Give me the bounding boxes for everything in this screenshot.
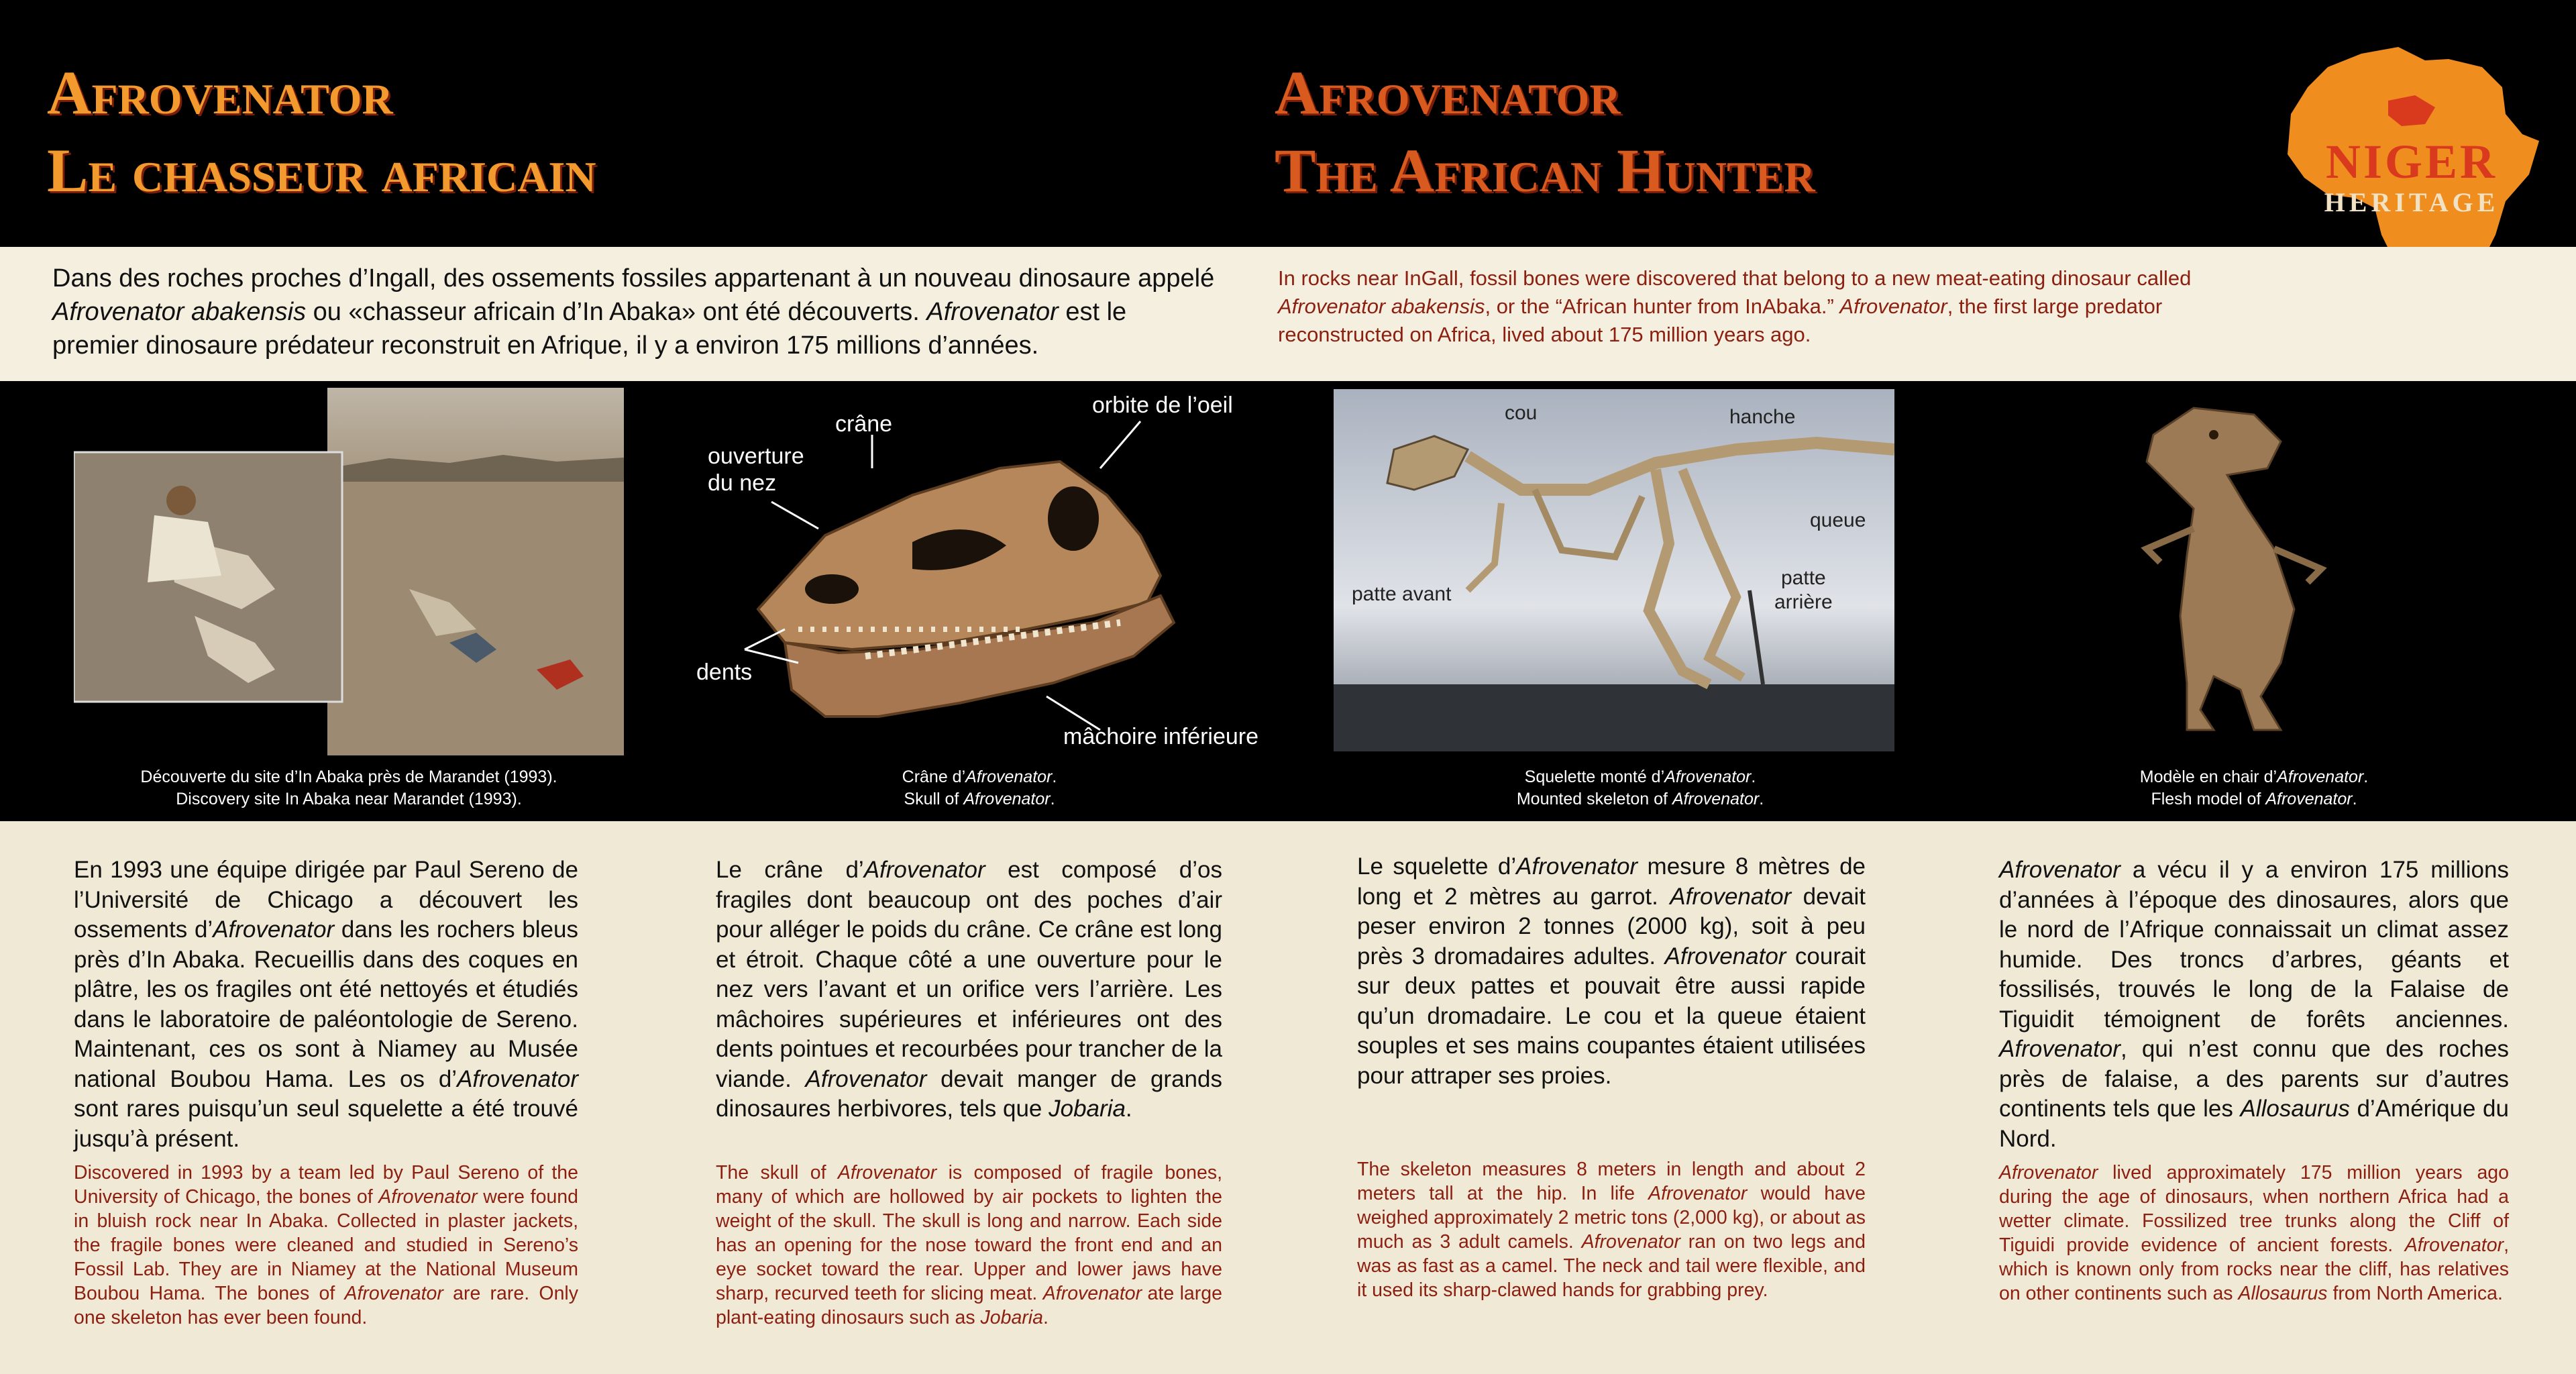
body-text: dans les rochers bleus près d’In Abaka. Recueillis dans des coques en plâtre, les os fragiles ont été nettoyés et étudiés dans le laboratoire de paléontologie de Sereno. Maintenant, ces os sont à Niamey au Musée national Boubou Hama. Les os d’	[74, 916, 578, 1092]
body-genus: Allosaurus	[2240, 1096, 2350, 1122]
title-english-line2: The African Hunter	[1275, 136, 1815, 205]
body-text: mesure 8 mètres de long et 2 mètres au garrot.	[1357, 853, 1866, 910]
intro-french	[52, 262, 1220, 362]
caption-text: .	[1050, 790, 1055, 808]
body-text: , which is known only from rocks near the cliff, has relatives on other continents such as	[1999, 1234, 2509, 1304]
skeleton-label-patte-avant: patte avant	[1352, 583, 1452, 605]
skull-label-ouverture-line2: du nez	[708, 470, 777, 496]
intro-en-text: , the first large predator reconstructed on Africa, lived about 175 million years ago.	[1278, 295, 2163, 346]
body-genus: Afrovenator	[1999, 857, 2121, 883]
intro-en-text: In rocks near InGall, fossil bones were discovered that belong to a new meat-eating dinosaur called	[1278, 266, 2192, 290]
body-genus: Afrovenator	[1999, 1036, 2121, 1062]
column-skull-french	[716, 855, 1222, 1124]
caption-genus: Afrovenator	[963, 790, 1051, 808]
caption-genus: Afrovenator	[2277, 768, 2364, 786]
intro-fr-text: Dans des roches proches d’Ingall, des ossements fossiles appartenant à un nouveau dinosaure appelé	[52, 264, 1215, 293]
caption-discovery-site	[47, 766, 651, 810]
body-genus: Jobaria	[1049, 1096, 1126, 1122]
body-text: ran on two legs and was as fast as a camel. The neck and tail were flexible, and it used its sharp-clawed hands for grabbing prey.	[1357, 1231, 1866, 1301]
caption-en	[1338, 788, 1942, 810]
logo-heritage-text: HERITAGE	[2324, 187, 2500, 217]
caption-fr	[1338, 766, 1942, 788]
caption-text: .	[1759, 790, 1764, 808]
skull-label-crane: crâne	[835, 411, 893, 437]
column-skeleton-english	[1357, 1157, 1866, 1302]
caption-en: Discovery site In Abaka near Marandet (1993).	[176, 790, 522, 808]
caption-skull	[678, 766, 1281, 810]
header-band	[0, 0, 2576, 247]
caption-text: .	[2352, 790, 2357, 808]
caption-fr: Découverte du site d’In Abaka près de Marandet (1993).	[140, 768, 557, 786]
body-text: .	[1125, 1096, 1132, 1122]
skeleton-label-patte-arriere	[1774, 566, 1833, 615]
skeleton-label-patte-arriere-line2: arrière	[1774, 591, 1833, 613]
body-text: is composed of fragile bones, many of which are hollowed by air pockets to lighten the weight of the skull. The skull is long and narrow. Each side has an opening for the nose toward the front end and an eye socket toward the rear. Upper and lower jaws have sharp, recurved teeth for slicing meat.	[716, 1162, 1222, 1304]
body-text: Discovered in 1993 by a team led by Paul Sereno of the University of Chicago, the bones of	[74, 1162, 578, 1208]
caption-fr	[678, 766, 1281, 788]
body-genus: Afrovenator	[805, 1065, 927, 1092]
column-discovery-english	[74, 1161, 578, 1330]
body-genus: Afrovenator	[344, 1283, 443, 1304]
caption-text: .	[2363, 768, 2369, 786]
caption-genus: Afrovenator	[1672, 790, 1760, 808]
skeleton-label-cou: cou	[1505, 402, 1538, 424]
intro-fr-species: Afrovenator abakensis	[52, 298, 307, 326]
body-genus: Afrovenator	[837, 1162, 937, 1183]
body-text: Le squelette d’	[1357, 853, 1517, 880]
intro-en-genus: Afrovenator	[1839, 295, 1947, 318]
title-french	[47, 54, 596, 209]
skeleton-label-hanche: hanche	[1729, 406, 1796, 428]
body-text: The skeleton measures 8 meters in length and about 2 meters tall at the hip. In life	[1357, 1159, 1866, 1204]
title-french-line1: Afrovenator	[47, 58, 393, 127]
body-text: sont rares puisqu’un seul squelette a été trouvé jusqu’à présent.	[74, 1096, 578, 1152]
caption-text: Flesh model of	[2151, 790, 2266, 808]
title-english-line1: Afrovenator	[1275, 58, 1621, 127]
body-genus: Jobaria	[980, 1307, 1043, 1328]
caption-genus: Afrovenator	[2265, 790, 2353, 808]
body-genus: Afrovenator	[213, 916, 335, 943]
caption-model	[1952, 766, 2556, 810]
body-genus: Afrovenator	[1581, 1231, 1680, 1253]
body-text: d’Amérique du Nord.	[1999, 1096, 2509, 1152]
caption-en	[678, 788, 1281, 810]
caption-text: Crâne d’	[902, 768, 966, 786]
skull-label-ouverture-line1: ouverture	[708, 443, 804, 469]
photo-band	[0, 381, 2576, 821]
skull-label-machoire: mâchoire inférieure	[1063, 724, 1259, 749]
skeleton-label-patte-arriere-line1: patte	[1780, 567, 1826, 589]
body-text: devait manger de grands dinosaures herbivores, tels que	[716, 1065, 1222, 1122]
skull-label-orbite: orbite de l’oeil	[1092, 392, 1233, 418]
intro-band	[0, 247, 2576, 381]
body-genus: Afrovenator	[457, 1065, 578, 1092]
column-ancient-forest-english	[1999, 1161, 2509, 1306]
caption-genus: Afrovenator	[965, 768, 1053, 786]
body-text: were found in bluish rock near In Abaka. Collected in plaster jackets, the fragile bones were cleaned and studied in Sereno’s Fossil Lab. They are in Niamey at the National Museum Boubou Hama. The bones of	[74, 1186, 578, 1304]
body-text: from North America.	[2327, 1283, 2503, 1304]
intro-en-text: , or the “African hunter from InAbaka.”	[1485, 295, 1840, 318]
column-ancient-forest-french	[1999, 855, 2509, 1154]
title-french-line2: Le chasseur africain	[47, 136, 596, 205]
caption-text: Skull of	[904, 790, 964, 808]
skull-label-dents: dents	[696, 659, 753, 685]
caption-text: .	[1052, 768, 1057, 786]
body-text: a vécu il y a environ 175 millions d’années à l’époque des dinosaures, alors que le nord de l’Afrique connaissait un climat assez humide. Des troncs d’arbres, géants et fossilisés, trouvés le long de la Falaise de Tiguidit témoignent de forêts anciennes.	[1999, 857, 2509, 1033]
caption-skeleton	[1338, 766, 1942, 810]
body-text: courait sur deux pattes et pouvait être aussi rapide qu’un dromadaire. Le cou et la queue étaient souples et ses mains coupantes étaient utilisées pour attraper ses proies.	[1357, 943, 1866, 1089]
logo-niger-text: NIGER	[2325, 135, 2498, 189]
flesh-model-photo	[2127, 394, 2355, 750]
body-text: est composé d’os fragiles dont beaucoup ont des poches d’air pour alléger le poids du crâne. Ce crâne est long et étroit. Chaque côté a une ouverture pour le nez vers l’avant et un orifice vers l’arrière. Les mâchoires supérieures et inférieures ont des dents pointues et recourbées pour trancher de la viande.	[716, 857, 1223, 1092]
title-english	[1275, 54, 1815, 209]
intro-fr-text: ou «chasseur africain d’In Abaka» ont été découverts.	[306, 298, 927, 326]
caption-text: .	[1751, 768, 1756, 786]
body-text: En 1993 une équipe dirigée par Paul Sereno de l’Université de Chicago a découvert les ossements d’	[74, 857, 578, 943]
intro-en-species: Afrovenator abakensis	[1278, 295, 1485, 318]
body-genus: Afrovenator	[1042, 1283, 1142, 1304]
caption-en	[1952, 788, 2556, 810]
caption-text: Modèle en chair d’	[2139, 768, 2277, 786]
body-text: , qui n’est connu que des roches près de falaise, a des parents sur d’autres continents tels que les	[1999, 1036, 2509, 1122]
body-genus: Afrovenator	[1999, 1162, 2098, 1183]
caption-text: Squelette monté d’	[1524, 768, 1665, 786]
intro-fr-text: est le premier dinosaure prédateur reconstruit en Afrique, il y a environ 175 millions d’années.	[52, 298, 1127, 360]
body-genus: Afrovenator	[863, 857, 985, 883]
column-skull-english	[716, 1161, 1222, 1330]
skull-leader-lines	[671, 381, 1275, 757]
body-text: ate large plant-eating dinosaurs such as	[716, 1283, 1222, 1328]
body-genus: Allosaurus	[2238, 1283, 2328, 1304]
skeleton-label-queue: queue	[1810, 509, 1866, 531]
caption-genus: Afrovenator	[1664, 768, 1752, 786]
caption-text: Mounted skeleton of	[1516, 790, 1672, 808]
body-text: lived approximately 175 million years ago during the age of dinosaurs, when northern Africa had a wetter climate. Fossilized tree trunks along the Cliff of Tiguidi provide evidence of ancient forests.	[1999, 1162, 2509, 1256]
body-text: devait peser environ 2 tonnes (2000 kg), soit à peu près 3 dromadaires adultes.	[1357, 883, 1866, 969]
body-genus: Afrovenator	[1664, 943, 1786, 969]
body-text: are rare. Only one skeleton has ever been found.	[74, 1283, 578, 1328]
body-text: would have weighed approximately 2 metric tons (2,000 kg), or about as much as 3 adult camels.	[1357, 1183, 1866, 1253]
intro-fr-genus: Afrovenator	[926, 298, 1059, 326]
body-text: .	[1042, 1307, 1049, 1328]
discovery-site-photo	[74, 388, 624, 755]
body-text: The skull of	[716, 1162, 838, 1183]
body-text: Le crâne d’	[716, 857, 864, 883]
column-skeleton-french	[1357, 852, 1866, 1091]
body-genus: Afrovenator	[2404, 1234, 2504, 1256]
caption-fr	[1952, 766, 2556, 788]
body-genus: Afrovenator	[378, 1186, 478, 1208]
body-genus: Afrovenator	[1670, 883, 1792, 910]
intro-english	[1278, 264, 2244, 349]
column-discovery-french	[74, 855, 578, 1154]
body-genus: Afrovenator	[1648, 1183, 1748, 1204]
body-genus: Afrovenator	[1516, 853, 1638, 880]
